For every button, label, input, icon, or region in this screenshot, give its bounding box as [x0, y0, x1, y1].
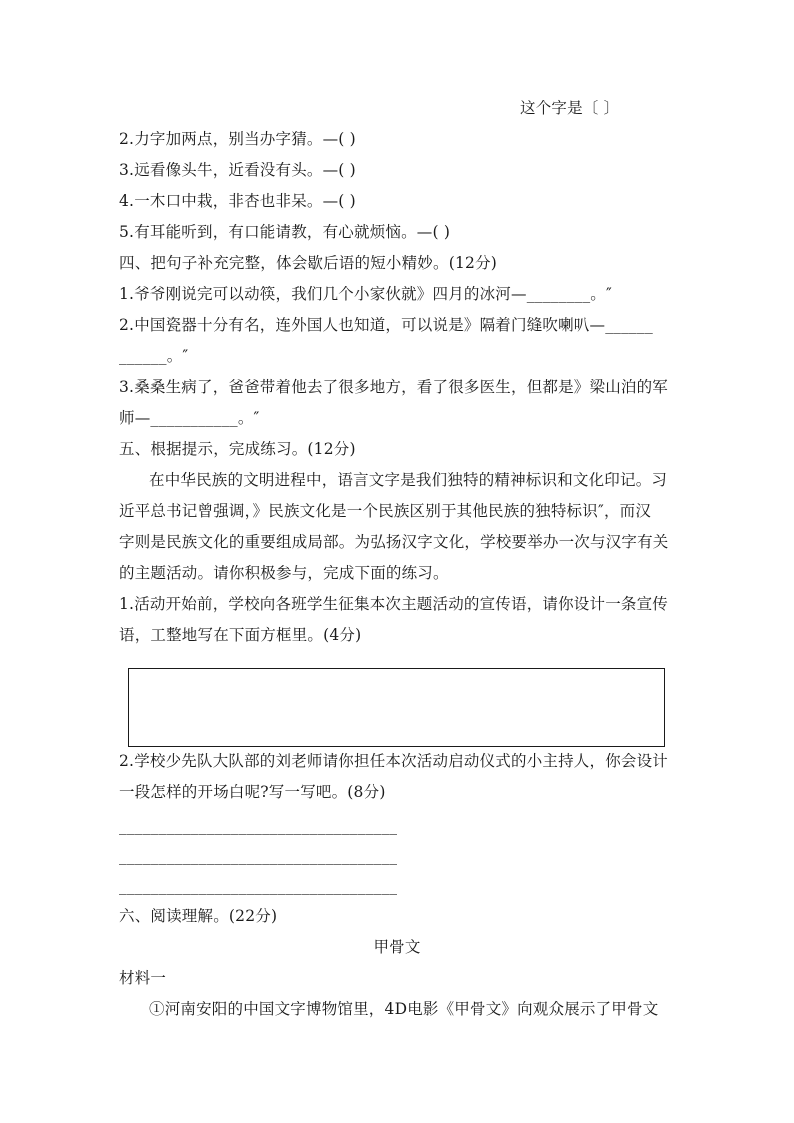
question-1: 1.活动开始前，学校向各班学生征集本次主题活动的宣传语，请你设计一条宣传 [119, 595, 668, 613]
question-1-cont: 语，工整地写在下面方框里。(4分) [119, 626, 362, 644]
material-1-paragraph-line-1: ①河南安阳的中国文字博物馆里，4D电影《甲骨文》向观众展示了甲骨文 [149, 1000, 659, 1018]
sentence-2: 2.中国瓷器十分有名，连外国人也知道，可以说是》隔着门缝吹喇叭—______ [119, 316, 653, 334]
riddle-4: 4.一木口中栽，非杏也非呆。—( ) [119, 192, 356, 210]
slogan-answer-box[interactable] [128, 668, 665, 747]
answer-line-3[interactable]: ___________________________________ [119, 877, 398, 895]
sentence-3-cont: 师—___________。″ [119, 409, 260, 427]
answer-line-1[interactable]: ___________________________________ [119, 817, 398, 835]
section-5-paragraph-line-1: 在中华民族的文明进程中，语言文字是我们独特的精神标识和文化印记。习 [149, 471, 668, 489]
question-2: 2.学校少先队大队部的刘老师请你担任本次活动启动仪式的小主持人，你会设计 [119, 752, 668, 770]
material-1-label: 材料一 [119, 969, 167, 987]
section-5-paragraph-line-4: 的主题活动。请你积极参与，完成下面的练习。 [119, 564, 449, 582]
section-5-heading: 五、根据提示，完成练习。(12分) [119, 440, 356, 458]
question-2-cont: 一段怎样的开场白呢?写一写吧。(8分) [119, 783, 386, 801]
sentence-2-cont: ______。″ [119, 347, 189, 365]
riddle-3: 3.远看像头牛，近看没有头。—( ) [119, 161, 356, 179]
section-5-paragraph-line-2: 近平总书记曾强调，》民族文化是一个民族区别于其他民族的独特标识″，而汉 [119, 502, 652, 520]
riddle-answer-prompt: 这个字是〔 〕 [520, 99, 620, 117]
section-4-heading: 四、把句子补充完整，体会歇后语的短小精妙。(12分) [119, 254, 498, 272]
answer-line-2[interactable]: ___________________________________ [119, 847, 398, 865]
section-6-heading: 六、阅读理解。(22分) [119, 907, 278, 925]
riddle-5: 5.有耳能听到，有口能请教，有心就烦恼。—( ) [119, 223, 451, 241]
article-title: 甲骨文 [373, 938, 421, 956]
section-5-paragraph-line-3: 字则是民族文化的重要组成局部。为弘扬汉字文化，学校要举办一次与汉字有关 [119, 533, 669, 551]
sentence-1: 1.爷爷刚说完可以动筷，我们几个小家伙就》四月的冰河—________。″ [119, 285, 612, 303]
sentence-3: 3.桑桑生病了，爸爸带着他去了很多地方，看了很多医生，但都是》梁山泊的军 [119, 378, 668, 396]
riddle-2: 2.力字加两点，别当办字猜。—( ) [119, 130, 356, 148]
